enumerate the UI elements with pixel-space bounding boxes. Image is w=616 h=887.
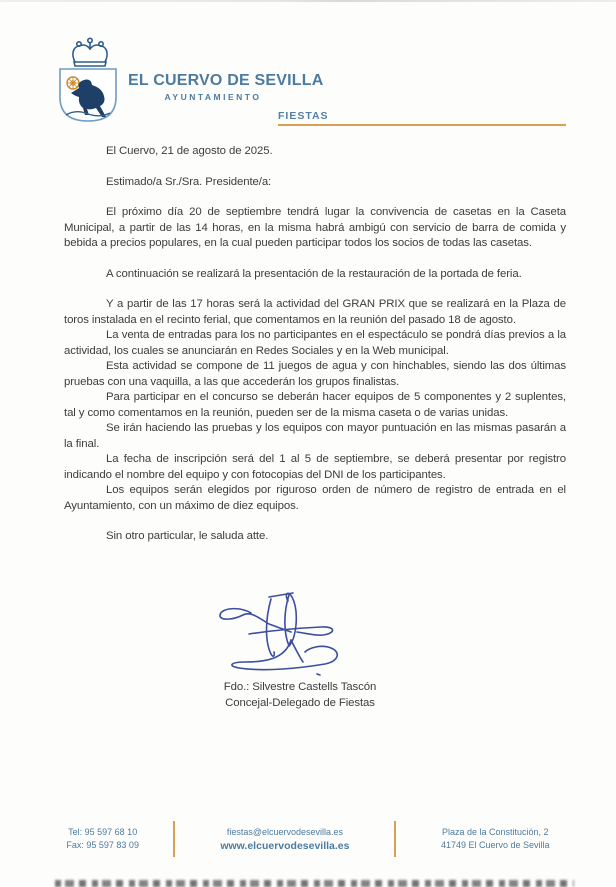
- footer-contact: [40, 826, 165, 852]
- letter-paragraph: Se irán haciendo las pruebas y los equipos con mayor puntuación en las mismas pasarán a la final.: [64, 422, 566, 450]
- letter-paragraph: Y a partir de las 17 horas será la actividad del GRAN PRIX que se realizará en la Plaza de toros instalada en el recinto ferial, que comentamos en la reunión del pasado 18 de agosto.: [64, 298, 566, 326]
- handwritten-signature: [205, 582, 395, 680]
- footer-fax: Fax: 95 597 83 09: [66, 840, 139, 850]
- department-header: [278, 110, 566, 126]
- brand-name: EL CUERVO DE SEVILLA: [128, 72, 324, 89]
- department-underline: [278, 124, 566, 126]
- footer-website: www.elcuervodesevilla.es: [220, 839, 350, 852]
- letter-paragraph: Para participar en el concurso se deberán hacer equipos de 5 componentes y 2 suplentes, tal y como comentamos en la reunión, pueden ser de la misma caseta o de varias unidas.: [64, 391, 566, 419]
- letter-paragraph: A continuación se realizará la presentación de la restauración de la portada de feria.: [106, 267, 522, 280]
- town-hall-logo: [58, 36, 122, 124]
- crow-shield-icon: [58, 67, 118, 124]
- footer-address-line2: 41749 El Cuervo de Sevilla: [440, 840, 550, 850]
- scan-cutoff-text-artifact: [55, 880, 574, 887]
- letter-paragraph: La fecha de inscripción será del 1 al 5 de septiembre, se deberá presentar por registro indicando el nombre del equipo y con fotocopias del DNI de los participantes.: [64, 453, 566, 481]
- brand-subtitle: AYUNTAMIENTO: [164, 92, 262, 102]
- signer-title: Concejal-Delegado de Fiestas: [225, 696, 375, 709]
- letter-salutation: Estimado/a Sr./Sra. Presidente/a:: [106, 175, 272, 188]
- signature-block: [150, 582, 450, 711]
- letter-date: El Cuervo, 21 de agosto de 2025.: [106, 145, 273, 157]
- footer-divider: [173, 821, 175, 857]
- department-label: FIESTAS: [278, 110, 329, 122]
- scan-edge-artifact: [0, 0, 616, 2]
- letter-paragraph: Los equipos serán elegidos por riguroso orden de número de registro de entrada en el Ayuntamiento, con un máximo de diez equipos.: [64, 484, 566, 512]
- letter-paragraph: El próximo día 20 de septiembre tendrá lugar la convivencia de casetas en la Caseta Municipal, a partir de las 14 horas, en la misma habrá ambigú con servicio de barra de comida y bebida a precios populares, en la cual pueden participar todos los socios de todas las casetas.: [64, 206, 566, 249]
- crown-icon: [67, 36, 113, 68]
- footer-address-line1: Plaza de la Constitución, 2: [441, 827, 549, 837]
- letter-footer: [40, 818, 586, 860]
- footer-phone: Tel: 95 597 68 10: [68, 827, 138, 837]
- letter-paragraph: La venta de entradas para los no participantes en el espectáculo se pondrá días previos a la actividad, los cuales se anunciarán en Redes Sociales y en la Web municipal.: [64, 329, 566, 357]
- letter-body: [64, 144, 566, 545]
- footer-divider: [394, 821, 396, 857]
- footer-web: [183, 826, 386, 853]
- footer-email: fiestas@elcuervodesevilla.es: [226, 826, 344, 837]
- signer-name: Fdo.: Silvestre Castells Tascón: [223, 681, 377, 693]
- letter-closing: Sin otro particular, le saluda atte.: [106, 530, 269, 542]
- brand-block: [128, 72, 324, 102]
- letter-paragraph: Esta actividad se compone de 11 juegos de agua y con hinchables, siendo las dos últimas pruebas con una vaquilla, a las que accederán los grupos finalistas.: [64, 360, 566, 388]
- footer-address: [404, 826, 586, 852]
